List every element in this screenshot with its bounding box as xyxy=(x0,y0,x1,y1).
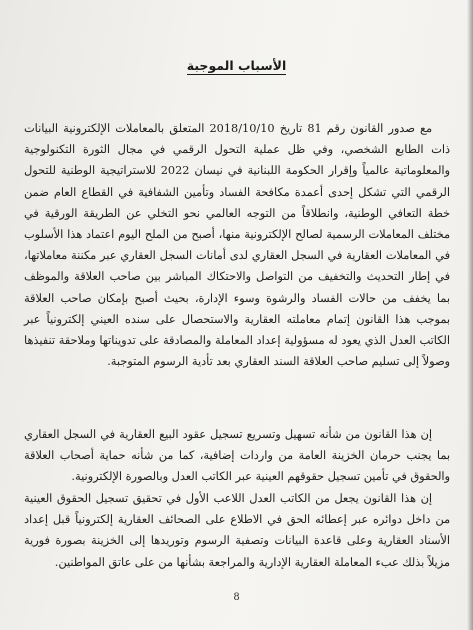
paragraph-3: إن هذا القانون يجعل من الكاتب العدل اللاعب الأول في تحقيق تسجيل الحقوق العينية من داخل دوائره عبر إعطائه الحق في الاطلاع على الصحائف العقارية إلكترونياً قبل إعداد الأسناد العقارية وعلى قاعدة البيانات وتصفية الرسوم وتوريدها إلى الخزينة بصورة فورية مزيلاً بذلك عبء المعاملة العقارية الإدارية والمراجعة بشأنها من على عاتق المواطنين. xyxy=(24,492,450,569)
page-edge-shadow xyxy=(467,0,473,630)
page-heading xyxy=(0,58,473,73)
paragraph-1: مع صدور القانون رقم 81 تاريخ 2018/10/10 المتعلق بالمعاملات الإلكترونية البيانات ذات الطابع الشخصي، وفي ظل عملية التحول الرقمي في مجال الثورة التكنولوجية والمعلوماتية عالمياً وإقرار الحكومة اللبنانية في نيسان 2022 للاستراتيجية الوطنية للتحول الرقمي التي تشكل إحدى أعمدة مكافحة الفساد وتأمين الشفافية في القطاع العام ضمن خطة التعافي الوطنية، وانطلاقاً من التوجه العالمي نحو التخلي عن الطريقة الورقية في مختلف المعاملات الرسمية لصالح الإلكترونية منها، أصبح من الملح اليوم اعتماد هذا الأسلوب في المعاملات العقارية في السجل العقاري لدى أمانات السجل العقاري عبر مكننة معاملاتها، في إطار التحديث والتخفيف من التواصل والاحتكاك المباشر بين صاحب العلاقة والموظف بما يخفف من حالات الفساد والرشوة وسوء الإدارة، بحيث أصبح بإمكان صاحب العلاقة بموجب هذا القانون إتمام معاملته العقارية والاستحصال على سنده العيني إلكترونياً عبر الكاتب العدل الذي يعود له مسؤولية إعداد المعاملة والمصادقة على تدويناتها وملاحقة تنفيذها وصولاً إلى تسليم صاحب العلاقة السند العقاري بعد تأدية الرسوم المتوجبة. xyxy=(24,122,450,369)
title-text: الأسباب الموجبة xyxy=(186,58,287,73)
paragraph-2: إن هذا القانون من شأنه تسهيل وتسريع تسجيل عقود البيع العقارية في السجل العقاري بما يجنب حرمان الخزينة العامة من واردات إضافية، كما من شأنه حماية أصحاب العلاقة والحقوق في تأمين تسجيل حقوقهم العينية عبر الكاتب العدل وبالصورة الإلكترونية. xyxy=(24,428,450,484)
page-number: 8 xyxy=(233,592,240,603)
